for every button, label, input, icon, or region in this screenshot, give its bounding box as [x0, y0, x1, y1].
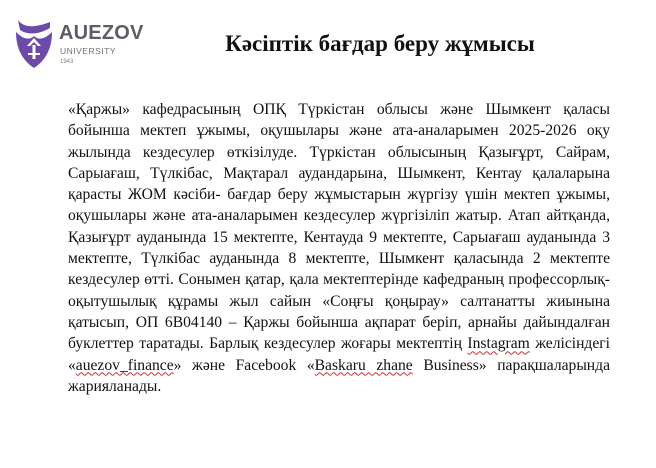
- paragraph-text-2: желісіндегі «: [68, 335, 611, 374]
- page-title: Кәсіптік бағдар беру жұмысы: [225, 31, 535, 56]
- university-logo: [14, 14, 144, 74]
- paragraph-text-4: Business» парақшаларында жарияланады.: [68, 356, 611, 395]
- logo-brand-text: AUEZOV: [59, 22, 144, 44]
- logo-emblem-icon: [14, 18, 54, 70]
- instagram-word: Instagram: [467, 335, 530, 353]
- paragraph-text-1: «Қаржы» кафедрасының ОПҚ Түркістан облысы және Шымкент қаласы бойынша мектеп ұжымы, оқушылары және ата-аналарымен 2025-2026 оқу жылында кездесулер өткізілуде. Түркістан облысының Қазығұрт, Сайрам, Сарыағаш, Түлкібас, Мақтарал аудандарына, Шымкент, Кентау қалаларына қарасты ЖОМ кәсіби- бағдар беру жұмыстарын жүргізу үшін мектеп ұжымы, оқушылары және ата-аналарымен кездесулер жүргізіліп жатыр. Атап айтқанда, Қазығұрт ауданында 15 мектепте, Кентауда 9 мектепте, Сарыағаш ауданында 3 мектепте, Түлкібас ауданында 8 мектепте, Шымкент қаласында 2 мектепте кездесулер өтті. Сонымен қатар, қала мектептерінде кафедраның профессорлық-оқытушылық құрамы жыл сайын «Соңғы қоңырау» салтанатты жиынына қатысып, ОП 6В04140 – Қаржы бойынша ақпарат беріп, арнайы дайындалған буклеттер таратады. Барлық кездесулер жоғары мектептің: [68, 101, 610, 353]
- paragraph-text-3: » және Facebook «: [173, 356, 315, 374]
- logo-subtitle: UNIVERSITY: [60, 46, 117, 56]
- logo-year: 1943: [60, 59, 74, 65]
- facebook-page-name: Baskaru zhane: [314, 356, 413, 374]
- main-paragraph: [68, 99, 610, 397]
- instagram-handle: auezov_finance: [75, 356, 174, 374]
